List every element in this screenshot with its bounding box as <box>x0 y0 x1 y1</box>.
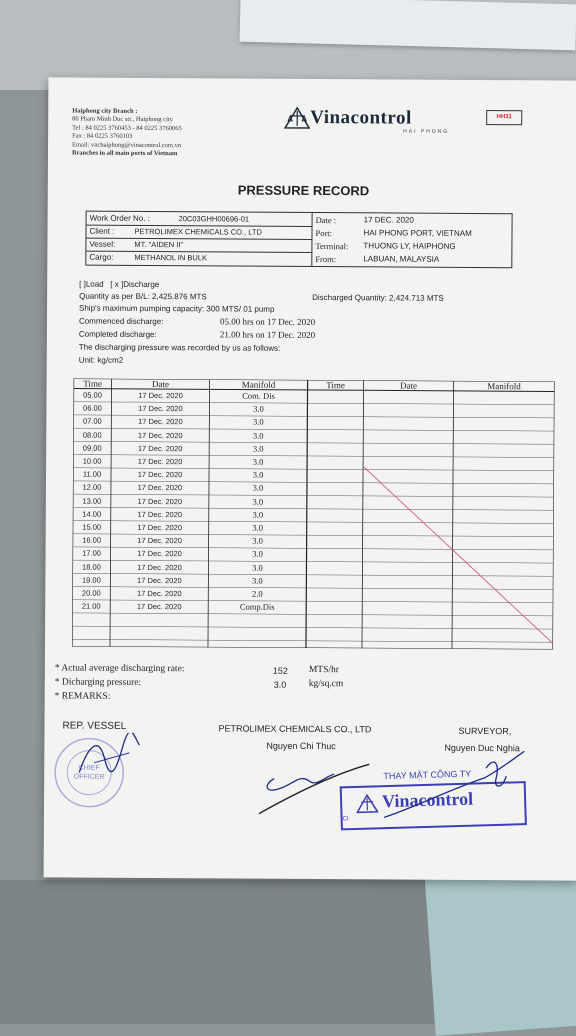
cell-date: 17 Dec. 2020 <box>110 587 208 601</box>
cell-date: 17 Dec. 2020 <box>111 468 209 482</box>
vinacontrol-logo <box>284 107 412 130</box>
cell-manifold: 3.0 <box>209 535 307 549</box>
cell-manifold: 3.0 <box>209 455 307 469</box>
cell-manifold: 3.0 <box>209 521 307 535</box>
cell-manifold: 3.0 <box>208 561 306 575</box>
cell-manifold: 3.0 <box>209 482 307 496</box>
stamp-chief-text: CHIEF <box>79 765 100 772</box>
cell-date: 17 Dec. 2020 <box>111 455 209 469</box>
cell-time: 19.00 <box>72 573 110 586</box>
cell-time: 13.00 <box>73 494 111 507</box>
cell-time: 16.00 <box>73 534 111 547</box>
rep-vessel-label: REP. VESSEL <box>62 720 126 731</box>
cell-date: 17 Dec. 2020 <box>111 481 209 495</box>
branch-street: 80 Pham Minh Duc str., Haiphong city <box>72 116 182 125</box>
commenced-label: Commenced discharge: <box>79 317 164 327</box>
branch-fax: Fax : 84 0225 3760103 <box>72 133 182 142</box>
cell-manifold: Com. Dis <box>209 389 307 403</box>
cell-date: 17 Dec. 2020 <box>111 534 209 548</box>
grid-line <box>362 380 364 648</box>
pressure-unit: kg/sq.cm <box>309 679 344 689</box>
cell-time: 20.00 <box>72 587 110 600</box>
cell-time: 14.00 <box>73 507 111 520</box>
cell-time: 05.00 <box>73 389 111 402</box>
port-label: Port: <box>315 228 332 238</box>
cell-date: 17 Dec. 2020 <box>110 547 208 561</box>
surveyor-person: Nguyen Duc Nghia <box>444 743 520 753</box>
commenced-value: 05.00 hrs on 17 Dec. 2020 <box>220 316 315 327</box>
grid-line <box>72 647 553 650</box>
background-paper <box>239 0 576 50</box>
table-header-time: Time <box>308 380 364 390</box>
client-label: Client : <box>89 227 114 236</box>
info-row-line <box>86 238 311 240</box>
rate-label: * Actual average discharging rate: <box>55 663 185 674</box>
cell-manifold: 3.0 <box>209 442 307 456</box>
from-value: LABUAN, MALAYSIA <box>363 254 439 263</box>
terminal-label: Terminal: <box>315 241 348 251</box>
pressure-value: 3.0 <box>274 680 287 690</box>
pressure-record-sheet <box>44 77 576 880</box>
cell-time: 10.00 <box>73 455 111 468</box>
logo-subtitle: HAI PHONG <box>403 129 449 135</box>
form-code-box: HH31 <box>486 110 522 125</box>
cell-manifold: 3.0 <box>209 429 307 443</box>
stamp-company-text: THAY MẶT CÔNG TY <box>383 769 471 782</box>
terminal-value: THUONG LY, HAIPHONG <box>363 241 455 251</box>
work-order-value: 20C03GHH00696-01 <box>179 214 250 223</box>
cell-manifold: 3.0 <box>209 469 307 483</box>
vessel-signature <box>74 733 144 783</box>
client-value: PETROLIMEX CHEMICALS CO., LTD <box>134 227 261 237</box>
cell-time: 11.00 <box>73 468 111 481</box>
branch-tel: Tel : 84 0225 3760453 - 84 0225 3760065 <box>72 124 182 133</box>
cell-time: 15.00 <box>73 521 111 534</box>
surveyor-label: SURVEYOR, <box>458 726 511 736</box>
branch-email: Email: vnchaiphong@vinacontrol.com.vn <box>72 141 182 150</box>
grid-line <box>72 639 553 642</box>
stamp-logo-text: Vinacontrol <box>382 789 474 813</box>
cell-manifold: 3.0 <box>208 574 306 588</box>
cell-time: 08.00 <box>73 428 111 441</box>
branch-title: Haiphong city Branch : <box>72 108 182 117</box>
cell-time: 06.00 <box>73 402 111 415</box>
scales-icon <box>284 107 310 129</box>
cell-date: 17 Dec. 2020 <box>110 560 208 574</box>
rate-unit: MTS/hr <box>309 665 339 675</box>
cell-manifold: 3.0 <box>209 416 307 430</box>
completed-value: 21.00 hrs on 17 Dec. 2020 <box>220 329 315 340</box>
cell-time: 18.00 <box>72 560 110 573</box>
vessel-value: MT. "AIDEN II" <box>134 240 183 249</box>
cell-manifold: Comp.Dis <box>208 601 306 615</box>
table-header-date: Date <box>364 380 454 391</box>
grid-line <box>362 466 554 643</box>
surveyor-signature <box>374 747 534 828</box>
cell-date: 17 Dec. 2020 <box>110 574 208 588</box>
recording-note: The discharging pressure was recorded by us as follows: <box>79 343 280 353</box>
logo-text: Vinacontrol <box>310 107 412 130</box>
cell-date: 17 Dec. 2020 <box>110 600 208 614</box>
date-label: Date : <box>316 215 337 225</box>
cell-date: 17 Dec. 2020 <box>111 508 209 522</box>
table-header-time: Time <box>74 379 112 389</box>
cell-manifold: 3.0 <box>209 508 307 522</box>
cell-time: 09.00 <box>73 441 111 454</box>
branch-address-block <box>72 108 182 159</box>
cell-date: 17 Dec. 2020 <box>111 428 209 442</box>
pressure-label: * Dicharging pressure: <box>55 677 141 688</box>
vessel-label: Vessel: <box>89 240 115 249</box>
grid-line <box>452 381 454 649</box>
cell-date: 17 Dec. 2020 <box>111 402 209 416</box>
load-checkbox: [ ]Load <box>79 280 104 289</box>
page-title: PRESSURE RECORD <box>238 183 370 199</box>
cell-date: 17 Dec. 2020 <box>111 494 209 508</box>
cargo-label: Cargo: <box>89 253 113 262</box>
company-name: PETROLIMEX CHEMICALS CO., LTD <box>218 723 371 734</box>
cell-time: 07.00 <box>73 415 111 428</box>
rate-value: 152 <box>273 666 288 676</box>
load-discharge-line <box>79 280 159 289</box>
remarks-label: * REMARKS: <box>55 691 111 701</box>
grid-line <box>553 381 555 649</box>
work-order-label: Work Order No. : <box>90 214 150 223</box>
pressure-table <box>72 379 555 650</box>
cell-date: 17 Dec. 2020 <box>111 521 209 535</box>
cell-date: 17 Dec. 2020 <box>111 389 209 403</box>
company-person: Nguyen Chi Thuc <box>266 741 335 751</box>
branches-note: Branches in all main ports of Vietnam <box>72 150 182 159</box>
bl-quantity: Quantity as per B/L: 2,425.876 MTS <box>79 292 207 302</box>
cell-manifold: 3.0 <box>208 548 306 562</box>
max-pumping-capacity: Ship's maximum pumping capacity: 300 MTS/ 01 pump <box>79 304 274 314</box>
cell-date: 17 Dec. 2020 <box>111 415 209 429</box>
table-header-manifold: Manifold <box>454 381 555 392</box>
date-value: 17 DEC. 2020 <box>364 215 414 224</box>
cell-manifold: 2.0 <box>208 587 306 601</box>
unit-label: Unit: kg/cm2 <box>79 356 124 365</box>
cell-time: 17.00 <box>72 547 110 560</box>
info-divider <box>311 213 312 266</box>
info-box <box>85 211 512 269</box>
discharged-quantity: Discharged Quantity: 2,424.713 MTS <box>312 293 444 303</box>
cell-manifold: 3.0 <box>209 403 307 417</box>
cell-time: 21.00 <box>72 600 110 613</box>
completed-label: Completed discharge: <box>79 330 157 339</box>
cell-time: 12.00 <box>73 481 111 494</box>
cargo-value: METHANOL IN BULK <box>134 253 207 262</box>
cell-date: 17 Dec. 2020 <box>111 442 209 456</box>
table-header-manifold: Manifold <box>210 379 308 390</box>
stamp-officer-text: OFFICER <box>74 774 105 781</box>
from-label: From: <box>315 254 336 264</box>
cell-manifold: 3.0 <box>209 495 307 509</box>
blue-folder <box>425 864 576 1035</box>
grid-line <box>72 626 553 629</box>
table-header-date: Date <box>112 379 210 390</box>
discharge-checkbox: [ x ]Discharge <box>110 280 159 289</box>
port-value: HAI PHONG PORT, VIETNAM <box>363 228 471 238</box>
stamp-ci-text: CI <box>343 816 349 822</box>
